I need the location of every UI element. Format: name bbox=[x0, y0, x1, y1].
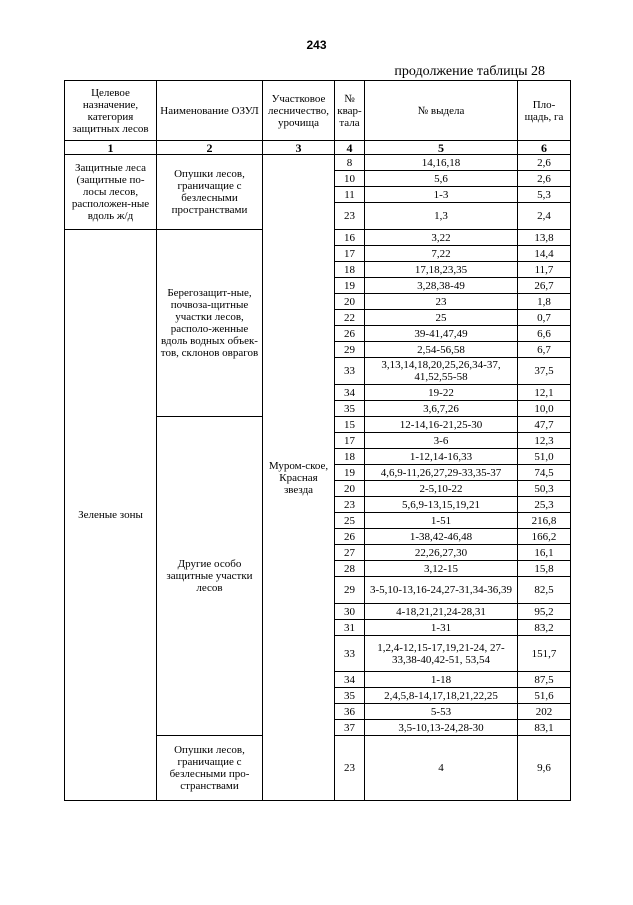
quarter-cell: 23 bbox=[335, 497, 365, 513]
quarter-cell: 27 bbox=[335, 545, 365, 561]
allotment-cell: 19-22 bbox=[365, 385, 518, 401]
allotment-cell: 5-53 bbox=[365, 704, 518, 720]
quarter-cell: 34 bbox=[335, 672, 365, 688]
allotment-cell: 1-12,14-16,33 bbox=[365, 449, 518, 465]
header-forestry: Участковое лесничество, урочища bbox=[263, 81, 335, 141]
quarter-cell: 18 bbox=[335, 262, 365, 278]
allotment-cell: 1-51 bbox=[365, 513, 518, 529]
quarter-cell: 23 bbox=[335, 203, 365, 230]
quarter-cell: 17 bbox=[335, 433, 365, 449]
quarter-cell: 19 bbox=[335, 278, 365, 294]
allotment-cell: 23 bbox=[365, 294, 518, 310]
area-cell: 82,5 bbox=[518, 577, 571, 604]
area-cell: 47,7 bbox=[518, 417, 571, 433]
allotment-cell: 7,22 bbox=[365, 246, 518, 262]
quarter-cell: 23 bbox=[335, 736, 365, 801]
ozul-bank-protective: Берегозащит-ные, почвоза-щитные участки лесов, располо-женные вдоль водных объек-тов, склонов оврагов bbox=[157, 230, 263, 417]
area-cell: 16,1 bbox=[518, 545, 571, 561]
allotment-cell: 25 bbox=[365, 310, 518, 326]
allotment-cell: 3,5-10,13-24,28-30 bbox=[365, 720, 518, 736]
allotment-cell: 3,28,38-49 bbox=[365, 278, 518, 294]
quarter-cell: 31 bbox=[335, 620, 365, 636]
allotment-cell: 5,6 bbox=[365, 171, 518, 187]
quarter-cell: 15 bbox=[335, 417, 365, 433]
area-cell: 83,2 bbox=[518, 620, 571, 636]
quarter-cell: 8 bbox=[335, 155, 365, 171]
quarter-cell: 29 bbox=[335, 577, 365, 604]
allotment-cell: 3-6 bbox=[365, 433, 518, 449]
area-cell: 0,7 bbox=[518, 310, 571, 326]
quarter-cell: 18 bbox=[335, 449, 365, 465]
quarter-cell: 25 bbox=[335, 513, 365, 529]
area-cell: 151,7 bbox=[518, 636, 571, 672]
area-cell: 1,8 bbox=[518, 294, 571, 310]
column-number: 3 bbox=[263, 141, 335, 155]
quarter-cell: 33 bbox=[335, 636, 365, 672]
quarter-cell: 35 bbox=[335, 688, 365, 704]
area-cell: 51,6 bbox=[518, 688, 571, 704]
area-cell: 83,1 bbox=[518, 720, 571, 736]
quarter-cell: 16 bbox=[335, 230, 365, 246]
area-cell: 216,8 bbox=[518, 513, 571, 529]
quarter-cell: 33 bbox=[335, 358, 365, 385]
column-number: 4 bbox=[335, 141, 365, 155]
area-cell: 95,2 bbox=[518, 604, 571, 620]
allotment-cell: 1,3 bbox=[365, 203, 518, 230]
area-cell: 202 bbox=[518, 704, 571, 720]
quarter-cell: 36 bbox=[335, 704, 365, 720]
quarter-cell: 26 bbox=[335, 326, 365, 342]
allotment-cell: 2-5,10-22 bbox=[365, 481, 518, 497]
purpose-green-zones: Зеленые зоны bbox=[65, 230, 157, 801]
quarter-cell: 34 bbox=[335, 385, 365, 401]
allotment-cell: 14,16,18 bbox=[365, 155, 518, 171]
area-cell: 2,4 bbox=[518, 203, 571, 230]
area-cell: 9,6 bbox=[518, 736, 571, 801]
allotment-cell: 39-41,47,49 bbox=[365, 326, 518, 342]
area-cell: 6,6 bbox=[518, 326, 571, 342]
area-cell: 11,7 bbox=[518, 262, 571, 278]
allotment-cell: 1-3 bbox=[365, 187, 518, 203]
table-caption: продолжение таблицы 28 bbox=[394, 64, 545, 79]
quarter-cell: 19 bbox=[335, 465, 365, 481]
quarter-cell: 37 bbox=[335, 720, 365, 736]
quarter-cell: 26 bbox=[335, 529, 365, 545]
area-cell: 87,5 bbox=[518, 672, 571, 688]
header-area: Пло-щадь, га bbox=[518, 81, 571, 141]
area-cell: 26,7 bbox=[518, 278, 571, 294]
allotment-cell: 2,54-56,58 bbox=[365, 342, 518, 358]
area-cell: 12,1 bbox=[518, 385, 571, 401]
allotment-cell: 3,13,14,18,20,25,26,34-37, 41,52,55-58 bbox=[365, 358, 518, 385]
header-row bbox=[65, 81, 571, 141]
quarter-cell: 20 bbox=[335, 294, 365, 310]
allotment-cell: 12-14,16-21,25-30 bbox=[365, 417, 518, 433]
area-cell: 10,0 bbox=[518, 401, 571, 417]
header-quarter: № квар-тала bbox=[335, 81, 365, 141]
allotment-cell: 3-5,10-13,16-24,27-31,34-36,39 bbox=[365, 577, 518, 604]
purpose-protective-forests: Защитные леса (защитные по-лосы лесов, расположен-ные вдоль ж/д bbox=[65, 155, 157, 230]
area-cell: 166,2 bbox=[518, 529, 571, 545]
allotment-cell: 3,22 bbox=[365, 230, 518, 246]
ozul-edges-2: Опушки лесов, граничащие с безлесными про-странствами bbox=[157, 736, 263, 801]
column-number-row bbox=[65, 141, 571, 155]
allotment-cell: 4,6,9-11,26,27,29-33,35-37 bbox=[365, 465, 518, 481]
area-cell: 5,3 bbox=[518, 187, 571, 203]
allotment-cell: 4 bbox=[365, 736, 518, 801]
allotment-cell: 5,6,9-13,15,19,21 bbox=[365, 497, 518, 513]
ozul-edges-1: Опушки лесов, граничащие с безлесными пространствами bbox=[157, 155, 263, 230]
forestry-label: Муром-ское, Красная звезда bbox=[268, 459, 329, 496]
allotment-cell: 22,26,27,30 bbox=[365, 545, 518, 561]
allotment-cell: 1-31 bbox=[365, 620, 518, 636]
area-cell: 25,3 bbox=[518, 497, 571, 513]
allotment-cell: 2,4,5,8-14,17,18,21,22,25 bbox=[365, 688, 518, 704]
allotment-cell: 1-18 bbox=[365, 672, 518, 688]
forestry-cell bbox=[263, 155, 335, 801]
allotment-cell: 3,6,7,26 bbox=[365, 401, 518, 417]
quarter-cell: 10 bbox=[335, 171, 365, 187]
allotment-cell: 1,2,4-12,15-17,19,21-24, 27-33,38-40,42-51, 53,54 bbox=[365, 636, 518, 672]
area-cell: 12,3 bbox=[518, 433, 571, 449]
table-row bbox=[65, 155, 571, 171]
header-purpose: Целевое назначение, категория защитных лесов bbox=[65, 81, 157, 141]
quarter-cell: 22 bbox=[335, 310, 365, 326]
area-cell: 2,6 bbox=[518, 171, 571, 187]
area-cell: 14,4 bbox=[518, 246, 571, 262]
column-number: 2 bbox=[157, 141, 263, 155]
column-number: 6 bbox=[518, 141, 571, 155]
page-number: 243 bbox=[306, 38, 327, 52]
quarter-cell: 11 bbox=[335, 187, 365, 203]
quarter-cell: 35 bbox=[335, 401, 365, 417]
area-cell: 50,3 bbox=[518, 481, 571, 497]
ozul-other-special: Другие особо защитные участки лесов bbox=[157, 417, 263, 736]
allotment-cell: 4-18,21,21,24-28,31 bbox=[365, 604, 518, 620]
quarter-cell: 20 bbox=[335, 481, 365, 497]
quarter-cell: 30 bbox=[335, 604, 365, 620]
area-cell: 13,8 bbox=[518, 230, 571, 246]
quarter-cell: 17 bbox=[335, 246, 365, 262]
quarter-cell: 29 bbox=[335, 342, 365, 358]
area-cell: 6,7 bbox=[518, 342, 571, 358]
allotment-cell: 17,18,23,35 bbox=[365, 262, 518, 278]
column-number: 5 bbox=[365, 141, 518, 155]
area-cell: 51,0 bbox=[518, 449, 571, 465]
header-allotment: № выдела bbox=[365, 81, 518, 141]
allotment-cell: 3,12-15 bbox=[365, 561, 518, 577]
allotment-cell: 1-38,42-46,48 bbox=[365, 529, 518, 545]
header-ozul: Наименование ОЗУЛ bbox=[157, 81, 263, 141]
area-cell: 15,8 bbox=[518, 561, 571, 577]
column-number: 1 bbox=[65, 141, 157, 155]
area-cell: 74,5 bbox=[518, 465, 571, 481]
quarter-cell: 28 bbox=[335, 561, 365, 577]
area-cell: 37,5 bbox=[518, 358, 571, 385]
area-cell: 2,6 bbox=[518, 155, 571, 171]
forest-table bbox=[64, 80, 571, 801]
